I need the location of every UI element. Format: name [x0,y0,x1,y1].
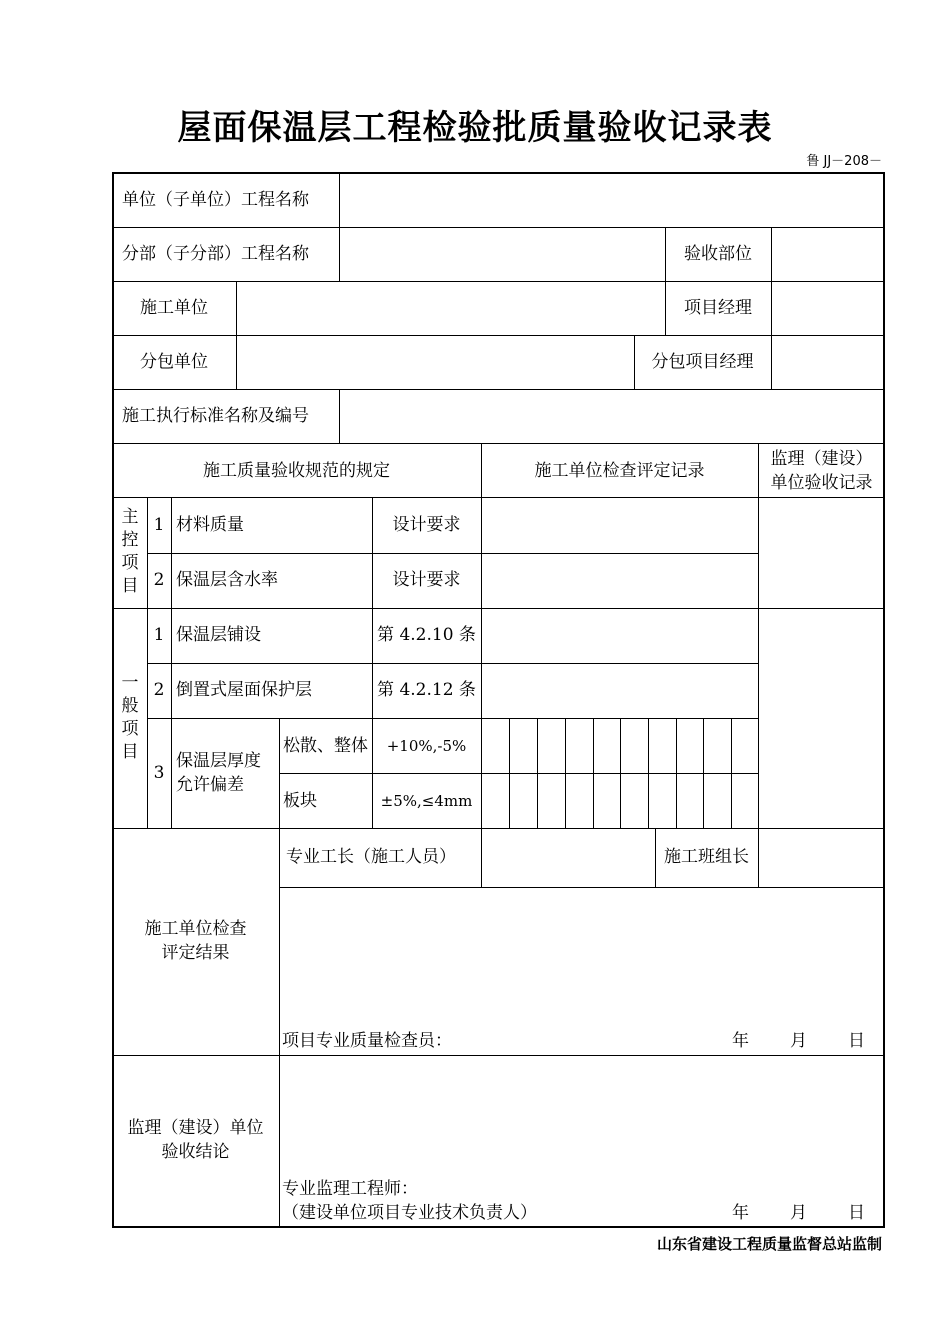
date-year: 年 [732,1031,749,1051]
standard-name-label: 施工执行标准名称及编号 [122,406,309,426]
supervisor-record-header-line2: 单位验收记录 [770,473,873,493]
row-divider [112,1055,885,1056]
row-divider [147,718,759,719]
main-control-label: 主 控 项 目 [121,507,139,596]
item-requirement: 第 4.2.10 条 [377,625,476,645]
construction-unit-label: 施工单位 [140,298,208,318]
grid-line [565,718,566,828]
sub-item-tolerance: ±5%,≤4mm [380,792,473,810]
col-divider [481,443,482,887]
item-requirement: 设计要求 [392,515,461,535]
row-divider [112,443,885,444]
item-requirement: 设计要求 [392,570,461,590]
row-divider [112,281,885,282]
row-divider [147,553,759,554]
col-divider [758,443,759,828]
col-divider [236,281,237,389]
unit-project-name-label: 单位（子单位）工程名称 [122,190,309,210]
supervisor-engineer-label: 专业监理工程师： [282,1179,418,1199]
date-day: 日 [848,1031,865,1051]
item-number: 1 [153,625,165,645]
item-name-line2: 允许偏差 [176,775,244,795]
spec-header: 施工质量验收规范的规定 [203,461,390,481]
item-number: 1 [153,515,165,535]
row-divider [279,773,759,774]
grid-line [620,718,621,828]
date-year: 年 [732,1203,749,1223]
row-divider [112,497,885,498]
col-divider [339,389,340,443]
col-divider [758,828,759,887]
grid-line [703,718,704,828]
row-divider [112,828,885,829]
subcontract-unit-label: 分包单位 [140,352,208,372]
col-divider [771,227,772,389]
item-name: 倒置式屋面保护层 [176,680,312,700]
issuer-footer: 山东省建设工程质量监督总站监制 [656,1235,882,1253]
form-code: 鲁 JJ－208－ [806,154,882,169]
grid-line [676,718,677,828]
sub-item-tolerance: +10%,-5% [386,737,467,755]
supervisor-result-label-line2: 验收结论 [161,1142,230,1162]
quality-inspector-label: 项目专业质量检查员： [282,1031,452,1051]
sub-item-name: 板块 [283,791,317,811]
foreman-label: 专业工长（施工人员） [286,847,456,867]
row-divider [112,389,885,390]
supervisor-record-header: 监理（建设） [770,449,873,469]
grid-line [509,718,510,828]
form-title: 屋面保温层工程检验批质量验收记录表 [177,108,773,148]
project-manager-label: 项目经理 [684,298,752,318]
team-leader-label: 施工班组长 [664,847,749,867]
contractor-result-label-line2: 评定结果 [161,943,230,963]
general-items-label: 一 般 项 目 [121,673,139,762]
item-number: 2 [153,570,165,590]
grid-line [593,718,594,828]
item-name: 保温层铺设 [176,625,261,645]
col-divider [279,718,280,1055]
supervisor-result-label: 监理（建设）单位 [127,1118,264,1138]
col-divider [339,227,340,281]
item-number: 2 [153,680,165,700]
contractor-result-label: 施工单位检查 [144,919,247,939]
contractor-record-header: 施工单位检查评定记录 [534,461,705,481]
owner-tech-lead-label: （建设单位项目专业技术负责人） [282,1203,537,1223]
item-name: 保温层厚度 [176,751,261,771]
grid-line [648,718,649,828]
col-divider [171,497,172,828]
grid-line [537,718,538,828]
acceptance-part-label: 验收部位 [684,244,752,264]
row-divider [279,887,885,888]
item-name: 材料质量 [176,515,244,535]
row-divider [112,608,885,609]
col-divider [372,718,373,828]
item-name: 保温层含水率 [176,570,278,590]
date-day: 日 [848,1203,865,1223]
date-month: 月 [790,1031,807,1051]
inspection-table [112,172,885,1228]
date-month: 月 [790,1203,807,1223]
item-requirement: 第 4.2.12 条 [377,680,476,700]
row-divider [147,663,759,664]
col-divider [339,173,340,227]
grid-line [731,718,732,828]
item-number: 3 [153,763,165,783]
sub-item-name: 松散、整体 [283,736,368,756]
subcontract-manager-label: 分包项目经理 [651,352,754,372]
sub-project-name-label: 分部（子分部）工程名称 [122,244,309,264]
row-divider [112,227,885,228]
row-divider [112,335,885,336]
col-divider [279,1055,280,1227]
